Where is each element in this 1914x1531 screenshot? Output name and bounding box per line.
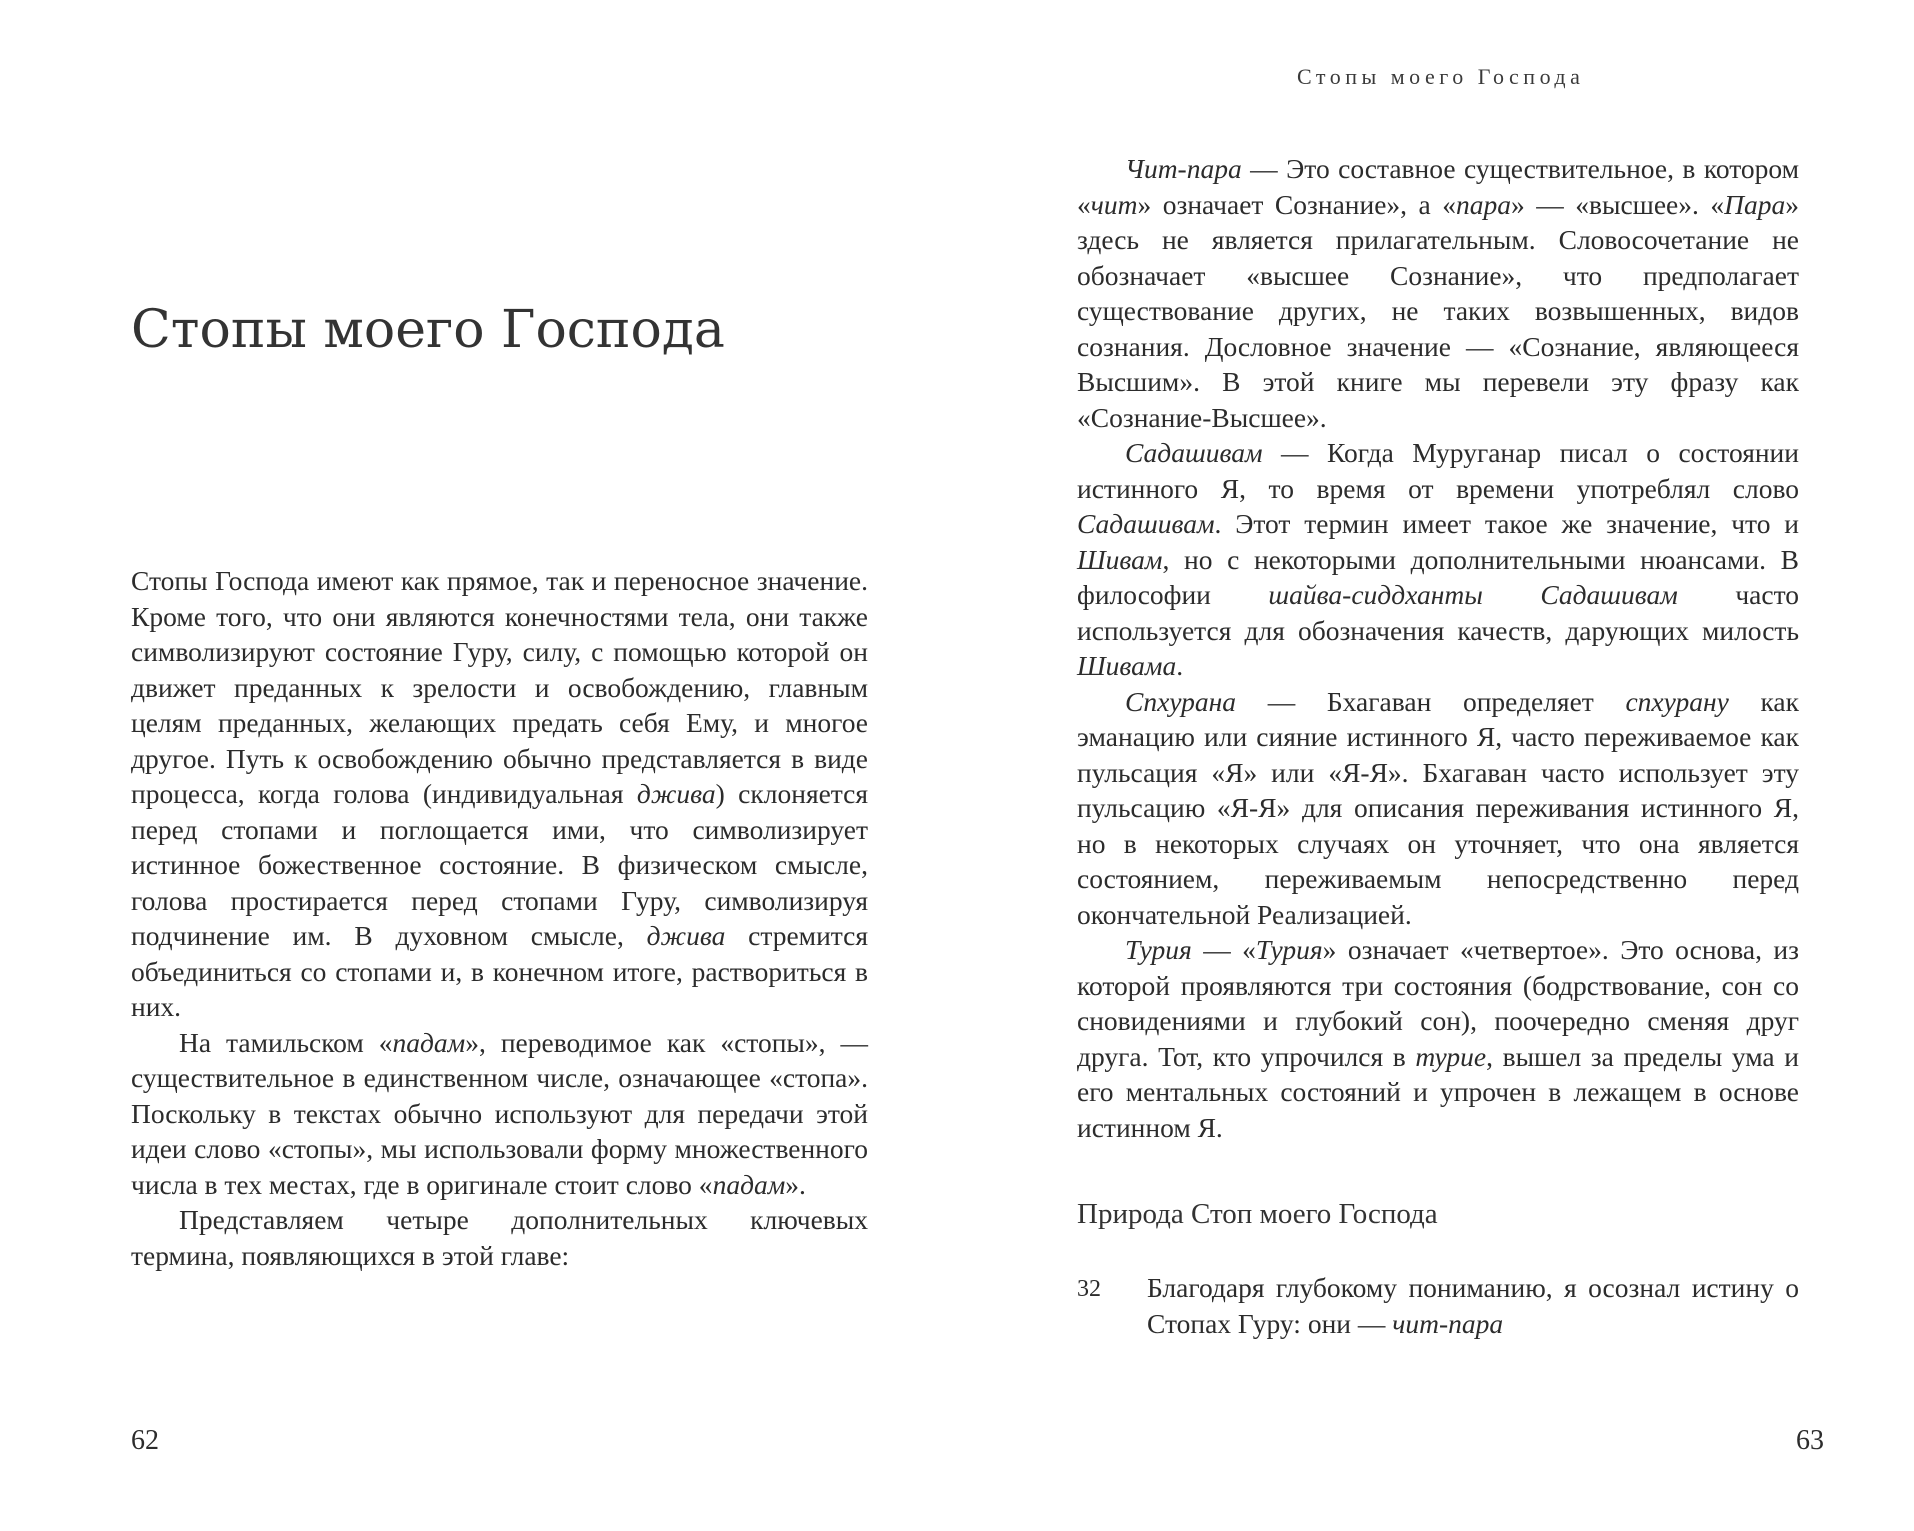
running-head: Стопы моего Господа — [1297, 64, 1585, 89]
italic-term: Шивам — [1077, 543, 1163, 575]
italic-term: джива — [636, 778, 716, 809]
text-run: » — «высшее». « — [1511, 188, 1725, 220]
italic-term: Чит-пара — [1125, 153, 1242, 184]
left-body-text — [131, 563, 868, 1273]
italic-term: джива — [646, 920, 726, 951]
italic-term: падам — [392, 1026, 466, 1058]
paragraph — [131, 1025, 868, 1203]
text-run: Представляем четыре дополнительных ключевых термина, появляющихся в этой главе: — [131, 1204, 868, 1271]
text-run: . — [1176, 650, 1184, 681]
italic-term: Садашивам — [1125, 437, 1263, 468]
page-number-right: 63 — [1796, 1425, 1824, 1456]
text-run: часто используется для обозначения качеств, дарующих милость — [1077, 579, 1799, 646]
text-run: Стопы Господа имеют как прямое, так и переносное значение. Кроме того, что они являются конечностями тела, они также символизируют состояние Гуру, силу, с помощью которой он движет преданных к зрелости и освобождению, главным целям преданных, желающих предать себя Ему, и многое другое. Путь к освобождению обычно представляется в виде процесса, когда голова (индивидуальная — [131, 565, 868, 809]
italic-term: Турия — [1255, 934, 1323, 965]
text-run: . Этот термин имеет такое же значение, что и — [1214, 508, 1799, 539]
italic-term: спхурану — [1625, 685, 1729, 717]
text-run: как эманацию или сияние истинного Я, часто переживаемое как пульсация «Я» или «Я-Я». Бхагаван часто использует эту пульсацию «Я-Я» для описания переживания истинного Я, но в некоторых случаях он уточняет, что она является состоянием, переживаемым непосредственно перед окончательной Реализацией. — [1077, 685, 1799, 930]
section-title: Природа Стоп моего Господа — [1077, 1198, 1438, 1230]
text-run: — Когда Муруганар писал о состоянии истинного Я, то время от времени употреблял слово — [1077, 437, 1799, 504]
paragraph — [1077, 684, 1799, 933]
paragraph — [131, 1202, 868, 1273]
chapter-title: Стопы моего Господа — [131, 300, 725, 360]
text-run: Благодаря глубокому пониманию, я осознал истину о Стопах Гуру: они — — [1147, 1272, 1799, 1339]
italic-term: Шивама — [1077, 650, 1177, 681]
italic-term: Садашивам — [1077, 508, 1215, 539]
italic-term: Турия — [1125, 934, 1192, 965]
text-run: » здесь не является прилагательным. Словосочетание не обозначает «высшее Сознание», что предполагает существование других, не таких возвышенных, видов сознания. Дословное значение — «Сознание, являющееся Высшим». В этой книге мы перевели эту фразу как «Сознание-Высшее». — [1077, 188, 1799, 433]
italic-term: Спхурана — [1125, 685, 1237, 717]
italic-term: турие — [1415, 1040, 1487, 1072]
page-number-left: 62 — [131, 1425, 159, 1456]
text-run: стремится объединиться со стопами и, в конечном итоге, раствориться в них. — [131, 920, 868, 1022]
paragraph — [131, 563, 868, 1025]
text-run: , но с некоторыми дополнительными нюансами. В философии — [1077, 543, 1799, 610]
text-run: — Бхагаван определяет — [1236, 685, 1626, 717]
right-page — [957, 0, 1914, 1531]
verse-text — [1147, 1270, 1799, 1341]
italic-term: пара — [1456, 188, 1512, 220]
italic-term: Пара — [1724, 188, 1786, 220]
text-run: », переводимое как «стопы», — существительное в единственном числе, означающее «стопа». Поскольку в текстах обычно используют для передачи этой идеи слово «стопы», мы использовали форму множественного числа в тех местах, где в оригинале стоит слово « — [131, 1026, 868, 1200]
text-run: » означает «четвертое». Это основа, из которой проявляются три состояния (бодрствование, сон со сновидениями и глубокий сон), поочередно сменяя друг друга. Тот, кто упрочился в — [1077, 934, 1800, 1072]
verse-number: 32 — [1077, 1276, 1101, 1302]
text-run: ) склоняется перед стопами и поглощается ими, что символизирует истинное божественное состояние. В физическом смысле, голова простирается перед стопами Гуру, символизируя подчинение им. В духовном смысле, — [131, 778, 869, 951]
text-run: — « — [1191, 934, 1256, 965]
italic-term: падам — [712, 1168, 786, 1200]
paragraph — [1077, 932, 1799, 1145]
text-run: — Это составное существительное, в котором « — [1077, 153, 1799, 220]
italic-term: шайва-сиддханты Садашивам — [1268, 579, 1678, 610]
text-run: , вышел за пределы ума и его ментальных состояний и упрочен в лежащем в основе истинном Я. — [1077, 1040, 1799, 1143]
paragraph — [1077, 435, 1799, 684]
italic-term: чит-пара — [1392, 1307, 1504, 1339]
italic-term: чит — [1090, 188, 1138, 220]
text-run: На тамильском « — [179, 1026, 393, 1058]
paragraph — [1077, 151, 1799, 435]
text-run: ». — [785, 1168, 806, 1200]
right-body-text — [1077, 151, 1799, 1145]
text-run: » означает Сознание», а « — [1137, 188, 1457, 220]
